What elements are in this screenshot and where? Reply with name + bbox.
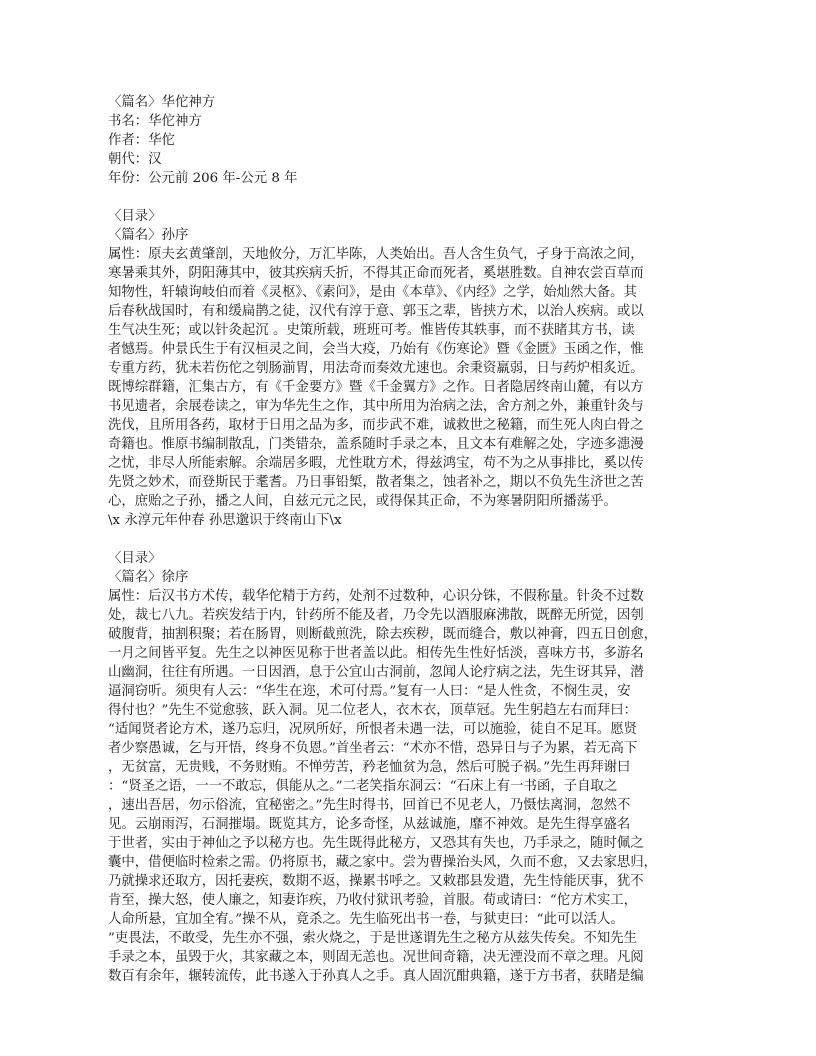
paragraph-line: 见。云崩雨泻，石洞摧塌。既览其方，论多奇怪，从兹诚施，靡不神效。是先生得享盛名: [108, 817, 631, 832]
paragraph-line: 处，裁七八九。若疾发结于内，针药所不能及者，乃令先以酒服麻沸散，既醉无所觉，因刳: [108, 608, 644, 623]
paragraph-line: “适闻贤者论方术，遂乃忘归，况夙所好，所恨者未遇一法，可以施验，徒自不足耳。愿贤: [108, 722, 638, 737]
paragraph-line: 心，庶贻之子孙，播之人间，自兹元元之民，或得保其正命，不为寒暑阴阳所播荡乎。: [108, 494, 617, 509]
paragraph-line: 既博综群籍，汇集古方，有《千金要方》暨《千金翼方》之作。日者隐居终南山麓，有以方: [108, 380, 644, 395]
book-name: 书名：华佗神方: [108, 114, 202, 129]
years: 年份：公元前 206 年-公元 8 年: [108, 171, 298, 186]
author: 作者：华佗: [108, 133, 175, 148]
paragraph-line: ，速出吾居，勿示俗流，宜秘密之。”先生时得书，回首已不见老人，乃慑怯离洞，忽然不: [108, 798, 631, 813]
paragraph-line: 数百有余年，辗转流传，此书遂入于孙真人之手。真人固沉酣典籍，遂于方书者，获睹是编: [108, 969, 644, 984]
paragraph-line: 囊中，借便临时检索之需。仍将原书，藏之家中。尝为曹操治头风，久而不愈，又去家思归，: [108, 855, 658, 870]
paragraph-line: 奇籍也。惟原书编制散乱，门类错杂，盖系随时手录之本，且文本有难解之处，字迹多漶漫: [108, 437, 644, 452]
section-title: 〈篇名〉孙序: [108, 228, 189, 243]
paragraph-line: 者憾焉。仲景氏生于有汉桓灵之间，会当大疫，乃始有《伤寒论》暨《金匮》玉函之作，惟: [108, 342, 644, 357]
section-xu-preface: [108, 549, 708, 986]
paragraph-line: 后春秋战国时，有和缓扁鹊之徒，汉代有淳于意、郭玉之辈，皆挟方术，以治人疾病。或以: [108, 304, 644, 319]
document-page: [108, 93, 708, 986]
spacer: [108, 530, 708, 549]
paragraph-line: 者少察愚诚，乞与开悟，终身不负恩。”首坐者云：“术亦不惜，恐异日与子为累，若无高下: [108, 741, 638, 756]
paragraph-line: 属性：原夫玄黄肇剖，天地攸分，万汇毕陈，人类始出。吾人含生负气，孑身于高浓之间，: [108, 247, 644, 262]
paragraph-line: ，无贫富，无贵贱，不务财贿。不惮劳苦，矜老恤贫为急，然后可脱子祸。”先生再拜谢曰: [108, 760, 631, 775]
paragraph-line: 属性：后汉书方术传，载华佗精于方药，处剂不过数种，心识分铢，不假称量。针灸不过数: [108, 589, 644, 604]
paragraph-line: 破腹背，抽割积聚；若在肠胃，则断截煎洗，除去疾秽，既而缝合，敷以神膏，四五日创愈，: [108, 627, 658, 642]
paragraph-line: 乃就操求还取方，因托妻疾，数期不返，操累书呼之。又敕郡县发遣，先生恃能厌事，犹不: [108, 874, 644, 889]
toc-tag: 〈目录〉: [108, 551, 162, 566]
paragraph-line: ”吏畏法，不敢受，先生亦不强，索火烧之，于是世遂谓先生之秘方从兹失传矣。不知先生: [108, 931, 638, 946]
paragraph-line: 书见遗者，余展卷读之，审为华先生之作，其中所用为治病之法，舍方剂之外，兼重针灸与: [108, 399, 644, 414]
toc-tag: 〈目录〉: [108, 209, 162, 224]
paragraph-line: 知物性，轩辕询岐伯而着《灵枢》、《素问》，是由《本草》、《内经》之学，始灿然大备。其: [108, 285, 637, 300]
dynasty: 朝代：汉: [108, 152, 162, 167]
signature-line: \x 永淳元年仲春 孙思邈识于终南山下\x: [108, 513, 342, 528]
title-tag: 〈篇名〉华佗神方: [108, 95, 216, 110]
paragraph-line: 寒暑乘其外，阴阳薄其中，彼其疾病夭折，不得其正命而死者，奚堪胜数。自神农尝百草而: [108, 266, 644, 281]
spacer: [108, 188, 708, 207]
section-title: 〈篇名〉徐序: [108, 570, 189, 585]
paragraph-line: 之忧，非尽人所能索解。余端居多暇，尤性耽方术，得兹鸿宝，苟不为之从事排比，奚以传: [108, 456, 644, 471]
paragraph-line: 生气决生死；或以针灸起沉 。史策所载，班班可考。惟皆传其轶事，而不获睹其方书，读: [108, 323, 635, 338]
paragraph-line: 山幽洞，往往有所遇。一日因酒，息于公宜山古洞前，忽闻人论疗病之法，先生讶其异，潜: [108, 665, 644, 680]
paragraph-line: 手录之本，虽毁于火，其家藏之本，则固无恙也。况世间奇籍，决无湮没而不章之理。凡阅: [108, 950, 644, 965]
paragraph-line: 于世者，实由于神仙之予以秘方也。先生既得此秘方，又恐其有失也，乃手录之，随时佩之: [108, 836, 644, 851]
section-sun-preface: [108, 207, 708, 530]
paragraph-line: 洗伐，且所用各药，取材于日用之品为多，而步武不难，诚救世之秘籍，而生死人肉白骨之: [108, 418, 644, 433]
paragraph-line: 得付也？”先生不觉愈骇，跃入洞。见二位老人，衣木衣，顶草冠。先生躬趋左右而拜曰：: [108, 703, 638, 718]
paragraph-line: 先贤之妙术，而登斯民于耄耆。乃日事铅椠，散者集之，蚀者补之，期以不负先生济世之苦: [108, 475, 644, 490]
paragraph-line: 专重方药，犹未若伤佗之刳肠湔胃，用法奇而奏效尤速也。余秉资羸弱，日与药炉相炙近。: [108, 361, 644, 376]
paragraph-line: 人命所悬，宜加全宥。”操不从，竟杀之。先生临死出书一卷，与狱吏曰：“此可以活人。: [108, 912, 624, 927]
paragraph-line: ：“贤圣之语，一一不敢忘，俱能从之。”二老笑指东洞云：“石床上有一书函，子自取之: [108, 779, 618, 794]
paragraph-line: 肯至，操大怒，使人廉之，知妻诈疾，乃收付狱讯考验，首服。荀或请曰：“佗方术实工，: [108, 893, 638, 908]
paragraph-line: 一月之间皆平复。先生之以神医见称于世者盖以此。相传先生性好恬淡，喜味方书，多游名: [108, 646, 644, 661]
paragraph-line: 逼洞窃听。须臾有人云：“华生在迩，术可付焉。”复有一人曰：“是人性贪，不悯生灵，安: [108, 684, 631, 699]
